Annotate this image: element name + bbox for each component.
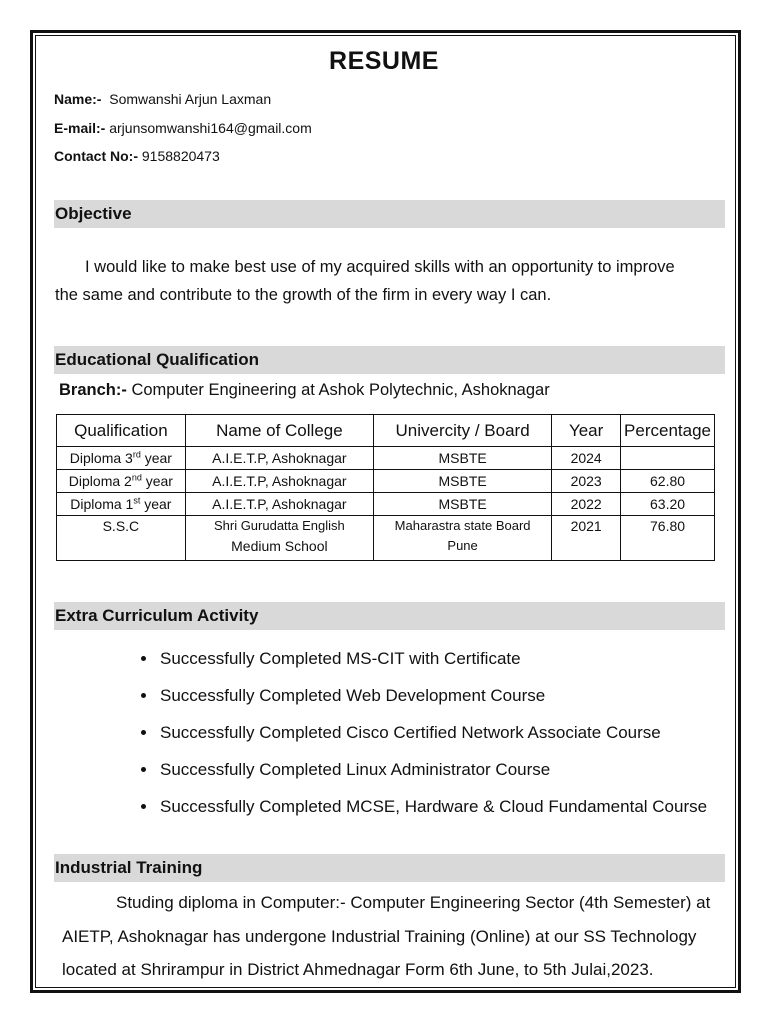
name-value: Somwanshi Arjun Laxman [109, 91, 272, 107]
qualification-tail: year [140, 450, 172, 466]
board-cell: MSBTE [373, 470, 551, 493]
qualification-sup: nd [131, 472, 142, 483]
col-percentage: Percentage [621, 415, 715, 447]
email-value: arjunsomwanshi164@gmail.com [109, 120, 312, 136]
name-line [54, 90, 271, 108]
year-cell: 2022 [552, 493, 621, 516]
branch-value: Computer Engineering at Ashok Polytechnic, Ashoknagar [131, 381, 550, 399]
board-line-2: Pune [447, 538, 478, 553]
contact-value: 9158820473 [141, 148, 220, 164]
training-line-1: Studing diploma in Computer:- Computer Engineering Sector (4th Semester) at [116, 893, 711, 912]
resume-title: RESUME [329, 47, 439, 75]
activities-heading: Extra Curriculum Activity [55, 606, 259, 625]
table-row [57, 516, 715, 561]
education-table [56, 414, 715, 561]
table-row [57, 493, 715, 516]
objective-line-2: the same and contribute to the growth of the firm in every way I can. [55, 286, 552, 304]
activities-list [120, 640, 707, 825]
qualification-sup: st [133, 495, 141, 506]
name-label: Name:- [54, 91, 102, 107]
college-line-2: Medium School [231, 538, 328, 554]
table-row [57, 470, 715, 493]
list-item: • Successfully Completed Linux Administrator Course [158, 751, 707, 788]
col-year: Year [552, 415, 621, 447]
qualification-cell [57, 447, 186, 470]
year-cell: 2024 [552, 447, 621, 470]
contact-line [54, 147, 220, 165]
training-text [62, 886, 712, 987]
percentage-cell [621, 447, 715, 470]
table-header-row [57, 415, 715, 447]
year-cell: 2023 [552, 470, 621, 493]
training-line-3: located at Shrirampur in District Ahmednagar Form 6th June, to 5th Julai,2023. [62, 960, 654, 979]
email-line [54, 119, 312, 137]
qualification-text: Diploma 2 [68, 473, 132, 489]
qualification-text: Diploma 3 [69, 450, 133, 466]
qualification-tail: year [141, 473, 173, 489]
objective-line-1: I would like to make best use of my acquired skills with an opportunity to improve [85, 258, 675, 276]
qualification-tail: year [140, 496, 172, 512]
col-qualification: Qualification [57, 415, 186, 447]
list-item: • Successfully Completed Web Development Course [158, 677, 707, 714]
college-line-1: Shri Gurudatta English [213, 518, 345, 533]
branch-line [59, 381, 550, 400]
percentage-cell: 62.80 [621, 470, 715, 493]
list-item: • Successfully Completed Cisco Certified Network Associate Course [158, 714, 707, 751]
education-heading: Educational Qualification [55, 350, 260, 369]
percentage-cell: 76.80 [621, 516, 715, 561]
year-cell: 2021 [552, 516, 621, 561]
training-line-2: AIETP, Ashoknagar has undergone Industrial Training (Online) at our SS Technology [62, 926, 697, 946]
branch-label: Branch:- [59, 381, 127, 399]
board-cell [373, 516, 551, 561]
percentage-cell: 63.20 [621, 493, 715, 516]
list-item: • Successfully Completed MS-CIT with Certificate [158, 640, 707, 677]
board-cell: MSBTE [373, 493, 551, 516]
training-heading: Industrial Training [55, 858, 203, 877]
board-cell: MSBTE [373, 447, 551, 470]
objective-bar [54, 200, 725, 228]
col-college: Name of College [185, 415, 373, 447]
college-cell: A.I.E.T.P, Ashoknagar [185, 470, 373, 493]
email-label: E-mail:- [54, 120, 106, 136]
qualification-text: Diploma 1 [70, 496, 134, 512]
qualification-cell: S.S.C [57, 516, 186, 561]
college-cell: A.I.E.T.P, Ashoknagar [185, 493, 373, 516]
col-board: Univercity / Board [373, 415, 551, 447]
list-item: • Successfully Completed MCSE, Hardware & Cloud Fundamental Course [158, 788, 707, 825]
table-row [57, 447, 715, 470]
college-cell [185, 516, 373, 561]
qualification-sup: rd [132, 449, 141, 460]
board-line-1: Maharastra state Board [394, 518, 531, 533]
qualification-cell [57, 493, 186, 516]
college-cell: A.I.E.T.P, Ashoknagar [185, 447, 373, 470]
qualification-cell [57, 470, 186, 493]
contact-label: Contact No:- [54, 148, 138, 164]
objective-heading: Objective [55, 204, 132, 223]
